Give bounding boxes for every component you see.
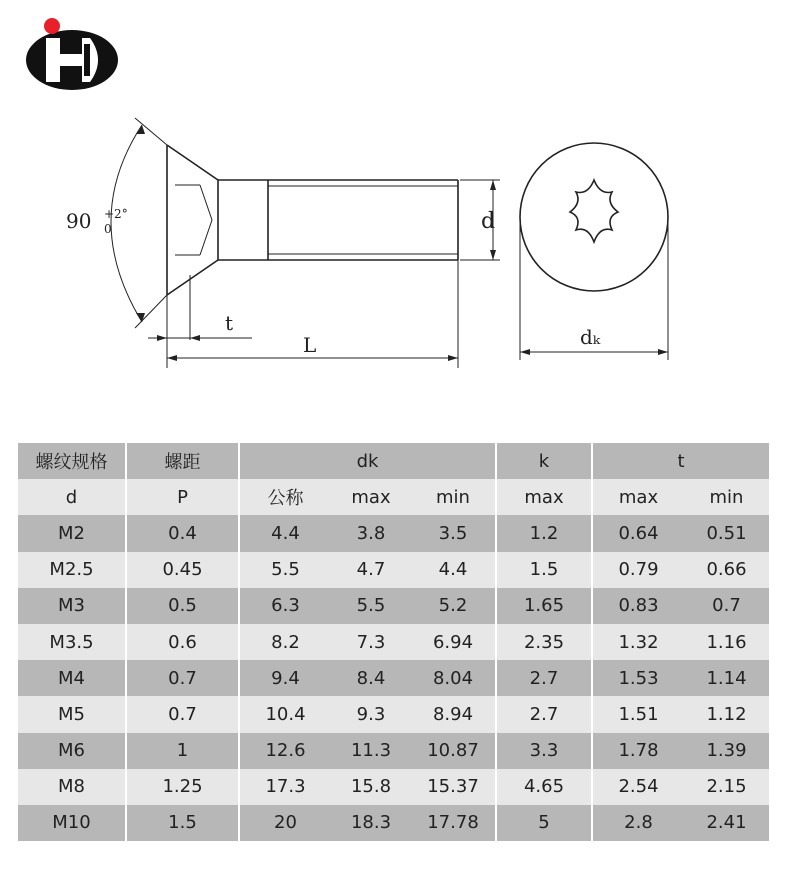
table-cell: 0.64: [592, 515, 684, 551]
table-cell: 10.87: [411, 733, 496, 769]
head-diameter-label: dₖ: [580, 325, 601, 349]
diameter-label: d: [481, 209, 496, 234]
table-row: [18, 515, 769, 551]
table-cell: 0.6: [126, 624, 239, 660]
table-cell: 0.7: [126, 696, 239, 732]
table-cell: P: [126, 479, 239, 515]
table-cell: 1.25: [126, 769, 239, 805]
jhd-logo-icon: [24, 16, 120, 92]
table-cell: 1: [126, 733, 239, 769]
table-cell: 7.3: [331, 624, 411, 660]
table-row: [18, 660, 769, 696]
table-row: [18, 733, 769, 769]
table-cell: min: [684, 479, 769, 515]
table-cell: M2.5: [18, 552, 126, 588]
table-cell: 1.5: [126, 805, 239, 841]
table-cell: 4.7: [331, 552, 411, 588]
table-cell: 8.2: [239, 624, 331, 660]
table-cell: 1.5: [496, 552, 592, 588]
table-cell: 4.65: [496, 769, 592, 805]
spec-table: [18, 443, 769, 841]
table-cell: 1.2: [496, 515, 592, 551]
table-cell: 1.53: [592, 660, 684, 696]
angle-label: 90: [66, 209, 92, 233]
table-cell: 1.12: [684, 696, 769, 732]
table-cell: M5: [18, 696, 126, 732]
table-cell: 15.37: [411, 769, 496, 805]
table-row: [18, 769, 769, 805]
table-subheader-row: [18, 479, 769, 515]
table-cell: 9.4: [239, 660, 331, 696]
table-cell: 0.45: [126, 552, 239, 588]
table-cell: 17.3: [239, 769, 331, 805]
table-cell: 2.7: [496, 696, 592, 732]
table-cell: max: [496, 479, 592, 515]
table-cell: 17.78: [411, 805, 496, 841]
table-cell: 3.5: [411, 515, 496, 551]
table-cell: 0.7: [684, 588, 769, 624]
table-cell: 1.78: [592, 733, 684, 769]
table-cell: 15.8: [331, 769, 411, 805]
table-cell: dk: [239, 443, 496, 479]
table-cell: max: [592, 479, 684, 515]
angle-tolerance-lower: 0: [104, 222, 112, 236]
table-cell: 3.3: [496, 733, 592, 769]
table-cell: 螺纹规格: [18, 443, 126, 479]
table-cell: M10: [18, 805, 126, 841]
table-cell: 2.7: [496, 660, 592, 696]
table-cell: 1.65: [496, 588, 592, 624]
table-cell: 5: [496, 805, 592, 841]
table-cell: M8: [18, 769, 126, 805]
table-header-row: [18, 443, 769, 479]
table-cell: 8.94: [411, 696, 496, 732]
table-cell: M3.5: [18, 624, 126, 660]
table-cell: M3: [18, 588, 126, 624]
table-cell: 2.41: [684, 805, 769, 841]
table-cell: 1.32: [592, 624, 684, 660]
table-cell: 0.83: [592, 588, 684, 624]
table-cell: t: [592, 443, 769, 479]
angle-tolerance-upper: +2°: [104, 207, 128, 221]
table-cell: 9.3: [331, 696, 411, 732]
table-cell: min: [411, 479, 496, 515]
table-cell: 2.15: [684, 769, 769, 805]
table-cell: 0.7: [126, 660, 239, 696]
table-cell: 20: [239, 805, 331, 841]
side-view: [111, 118, 500, 368]
table-cell: 1.51: [592, 696, 684, 732]
table-cell: 6.94: [411, 624, 496, 660]
table-cell: 12.6: [239, 733, 331, 769]
table-cell: 5.5: [239, 552, 331, 588]
table-cell: 3.8: [331, 515, 411, 551]
table-cell: 1.16: [684, 624, 769, 660]
table-cell: 5.2: [411, 588, 496, 624]
table-cell: 4.4: [239, 515, 331, 551]
table-cell: 10.4: [239, 696, 331, 732]
table-row: [18, 552, 769, 588]
table-cell: 1.14: [684, 660, 769, 696]
table-cell: d: [18, 479, 126, 515]
table-cell: 0.79: [592, 552, 684, 588]
table-cell: 螺距: [126, 443, 239, 479]
table-cell: 8.04: [411, 660, 496, 696]
table-cell: 0.66: [684, 552, 769, 588]
table-row: [18, 624, 769, 660]
head-depth-label: t: [225, 311, 234, 335]
screw-technical-drawing: [0, 100, 790, 400]
table-cell: M2: [18, 515, 126, 551]
table-cell: 6.3: [239, 588, 331, 624]
table-cell: 8.4: [331, 660, 411, 696]
table-cell: 4.4: [411, 552, 496, 588]
table-cell: 2.8: [592, 805, 684, 841]
table-cell: 1.39: [684, 733, 769, 769]
table-cell: 2.35: [496, 624, 592, 660]
table-row: [18, 805, 769, 841]
table-cell: 2.54: [592, 769, 684, 805]
table-cell: 11.3: [331, 733, 411, 769]
table-cell: 0.5: [126, 588, 239, 624]
table-cell: 0.51: [684, 515, 769, 551]
table-cell: M6: [18, 733, 126, 769]
table-cell: k: [496, 443, 592, 479]
table-cell: 18.3: [331, 805, 411, 841]
length-label: L: [303, 333, 317, 357]
table-row: [18, 588, 769, 624]
table-cell: 5.5: [331, 588, 411, 624]
table-cell: 0.4: [126, 515, 239, 551]
table-cell: 公称: [239, 479, 331, 515]
table-cell: max: [331, 479, 411, 515]
table-row: [18, 696, 769, 732]
table-cell: M4: [18, 660, 126, 696]
